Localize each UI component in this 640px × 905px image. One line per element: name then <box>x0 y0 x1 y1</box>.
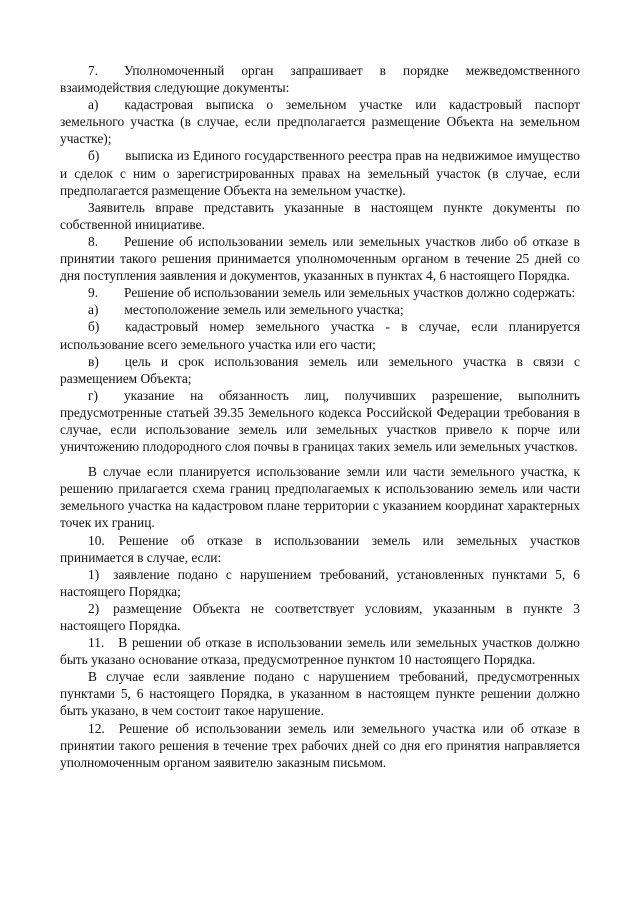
paragraph-text: Решение об отказе в использовании земель или земельных участков принимается в случае, если: <box>60 532 580 565</box>
paragraph-8 <box>60 233 580 284</box>
subitem-9g <box>60 387 580 455</box>
paragraph-text: размещение Объекта не соответствует условиям, указанным в пункте 3 настоящего Порядка. <box>60 600 580 633</box>
paragraph-text: кадастровый номер земельного участка - в случае, если планируется использование всего земельного участка или его части; <box>60 319 580 352</box>
paragraph-marker: 9. <box>88 285 99 301</box>
paragraph-marker: б) <box>88 148 100 164</box>
paragraph-marker: 2) <box>88 600 100 616</box>
paragraph-9 <box>60 284 580 301</box>
paragraph-marker: а) <box>88 97 99 113</box>
subitem-9v <box>60 353 580 387</box>
subitem-7b <box>60 147 580 198</box>
paragraph-text: Уполномоченный орган запрашивает в порядке межведомственного взаимодействия следующие документы: <box>60 63 580 96</box>
paragraph-marker: 10. <box>88 532 105 548</box>
paragraph-text: заявление подано с нарушением требований, установленных пунктами 5, 6 настоящего Порядка; <box>60 566 580 599</box>
paragraph-text: В случае если заявление подано с нарушением требований, предусмотренных пунктами 5, 6 настоящего Порядка, в указанном в настоящем пункте решении должно быть указано, в чем состоит такое нарушение. <box>60 669 580 719</box>
paragraph-text: Решение об использовании земель или земельных участков должно содержать: <box>124 285 576 301</box>
paragraph-marker: 12. <box>88 720 105 736</box>
paragraph-11 <box>60 634 580 668</box>
paragraph-text: выписка из Единого государственного реестра прав на недвижимое имущество и сделок с ним о зарегистрированных правах на земельный участок (в случае, если предполагается размещение Объекта на земельном участке). <box>60 148 580 198</box>
paragraph-text: Заявитель вправе представить указанные в настоящем пункте документы по собственной инициативе. <box>60 199 580 232</box>
paragraph-marker: 11. <box>88 635 105 651</box>
subitem-10-2 <box>60 600 580 634</box>
paragraph-text: В решении об отказе в использовании земель или земельных участков должно быть указано основание отказа, предусмотренное пунктом 10 настоящего Порядка. <box>60 635 580 668</box>
subitem-9a <box>60 301 580 318</box>
paragraph-text: Решение об использовании земель или земельных участков либо об отказе в принятии такого решения принимается уполномоченным органом в течение 25 дней со дня поступления заявления и документов, указанных в пунктах 4, 6 настоящего Порядка. <box>60 233 580 284</box>
paragraph-marker: б) <box>88 319 100 335</box>
paragraph-text: Решение об использовании земель или земельного участка или об отказе в принятии такого решения в течение трех рабочих дней со дня его принятия направляется уполномоченным органом заявителю заказным письмом. <box>60 720 580 770</box>
paragraph-9-note <box>60 463 580 531</box>
paragraph-7-note <box>60 199 580 233</box>
paragraph-text: кадастровая выписка о земельном участке или кадастровый паспорт земельного участка (в случае, если предполагается размещение Объекта на земельном участке); <box>60 97 580 147</box>
paragraph-7 <box>60 62 580 96</box>
paragraph-marker: г) <box>88 387 98 403</box>
paragraph-marker: в) <box>88 353 99 369</box>
subitem-9b <box>60 318 580 352</box>
paragraph-marker: а) <box>88 302 99 318</box>
paragraph-text: цель и срок использования земель или земельного участка в связи с размещением Объекта; <box>60 353 580 386</box>
paragraph-text: указание на обязанность лиц, получивших разрешение, выполнить предусмотренные статьей 39.35 Земельного кодекса Российской Федерации требования в случае, если использование земель или земельных участков привело к порче или уничтожению плодородного слоя почвы в границах таких земель или земельных участков. <box>60 387 580 455</box>
subitem-7a <box>60 96 580 147</box>
paragraph-text: местоположение земель или земельного участка; <box>124 302 404 318</box>
subitem-10-1 <box>60 566 580 600</box>
paragraph-12 <box>60 720 580 771</box>
paragraph-marker: 7. <box>88 63 99 78</box>
paragraph-marker: 1) <box>88 566 100 582</box>
paragraph-11-note <box>60 668 580 719</box>
paragraph-10 <box>60 532 580 566</box>
paragraph-text: В случае если планируется использование земли или части земельного участка, к решению прилагается схема границ предполагаемых к использованию земель или части земельного участка на кадастровом плане территории с указанием координат характерных точек их границ. <box>60 464 580 531</box>
paragraph-marker: 8. <box>88 233 99 249</box>
